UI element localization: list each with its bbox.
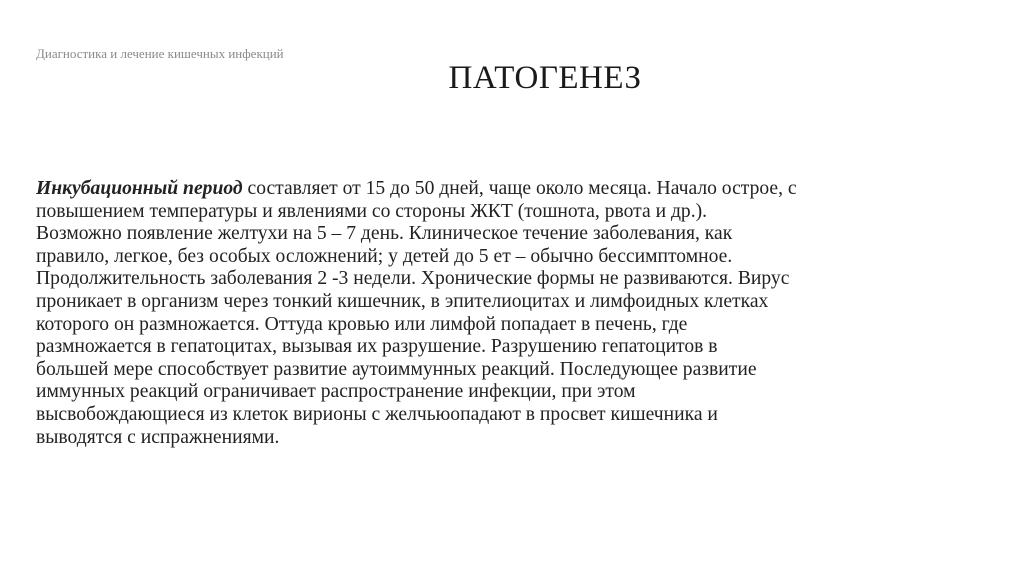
body-line-5: Продолжительность заболевания 2 -3 недели. Хронические формы не развиваются. Вирус bbox=[36, 268, 790, 290]
body-line-text: составляет от 15 до 50 дней, чаще около месяца. Начало острое, с bbox=[242, 178, 797, 199]
body-paragraph bbox=[36, 178, 896, 449]
body-line-2: повышением температуры и явлениями со стороны ЖКТ (тошнота, рвота и др.). bbox=[36, 200, 708, 222]
body-line-11: высвобождающиеся из клеток вирионы с желчьюопадают в просвет кишечника и bbox=[36, 403, 718, 425]
body-line-10: иммунных реакций ограничивает распространение инфекции, при этом bbox=[36, 381, 636, 403]
body-line-9: большей мере способствует развитие аутоиммунных реакций. Последующее развитие bbox=[36, 358, 757, 380]
body-line-1 bbox=[36, 178, 896, 201]
term-incubation-period: Инкубационный период bbox=[36, 178, 243, 199]
body-line-8: размножается в гепатоцитах, вызывая их разрушение. Разрушению гепатоцитов в bbox=[36, 336, 718, 358]
slide-title: ПАТОГЕНЕЗ bbox=[448, 60, 642, 96]
body-line-6: проникает в организм через тонкий кишечник, в эпителиоцитах и лимфоидных клетках bbox=[36, 290, 769, 312]
body-line-4: правило, легкое, без особых осложнений; у детей до 5 ет – обычно бессимптомное. bbox=[36, 245, 733, 267]
body-line-12: выводятся с испражнениями. bbox=[36, 426, 280, 448]
body-line-3: Возможно появление желтухи на 5 – 7 день. Клиническое течение заболевания, как bbox=[36, 223, 733, 245]
body-line-7: которого он размножается. Оттуда кровью или лимфой попадает в печень, где bbox=[36, 313, 688, 335]
header-caption: Диагностика и лечение кишечных инфекций bbox=[36, 46, 284, 61]
